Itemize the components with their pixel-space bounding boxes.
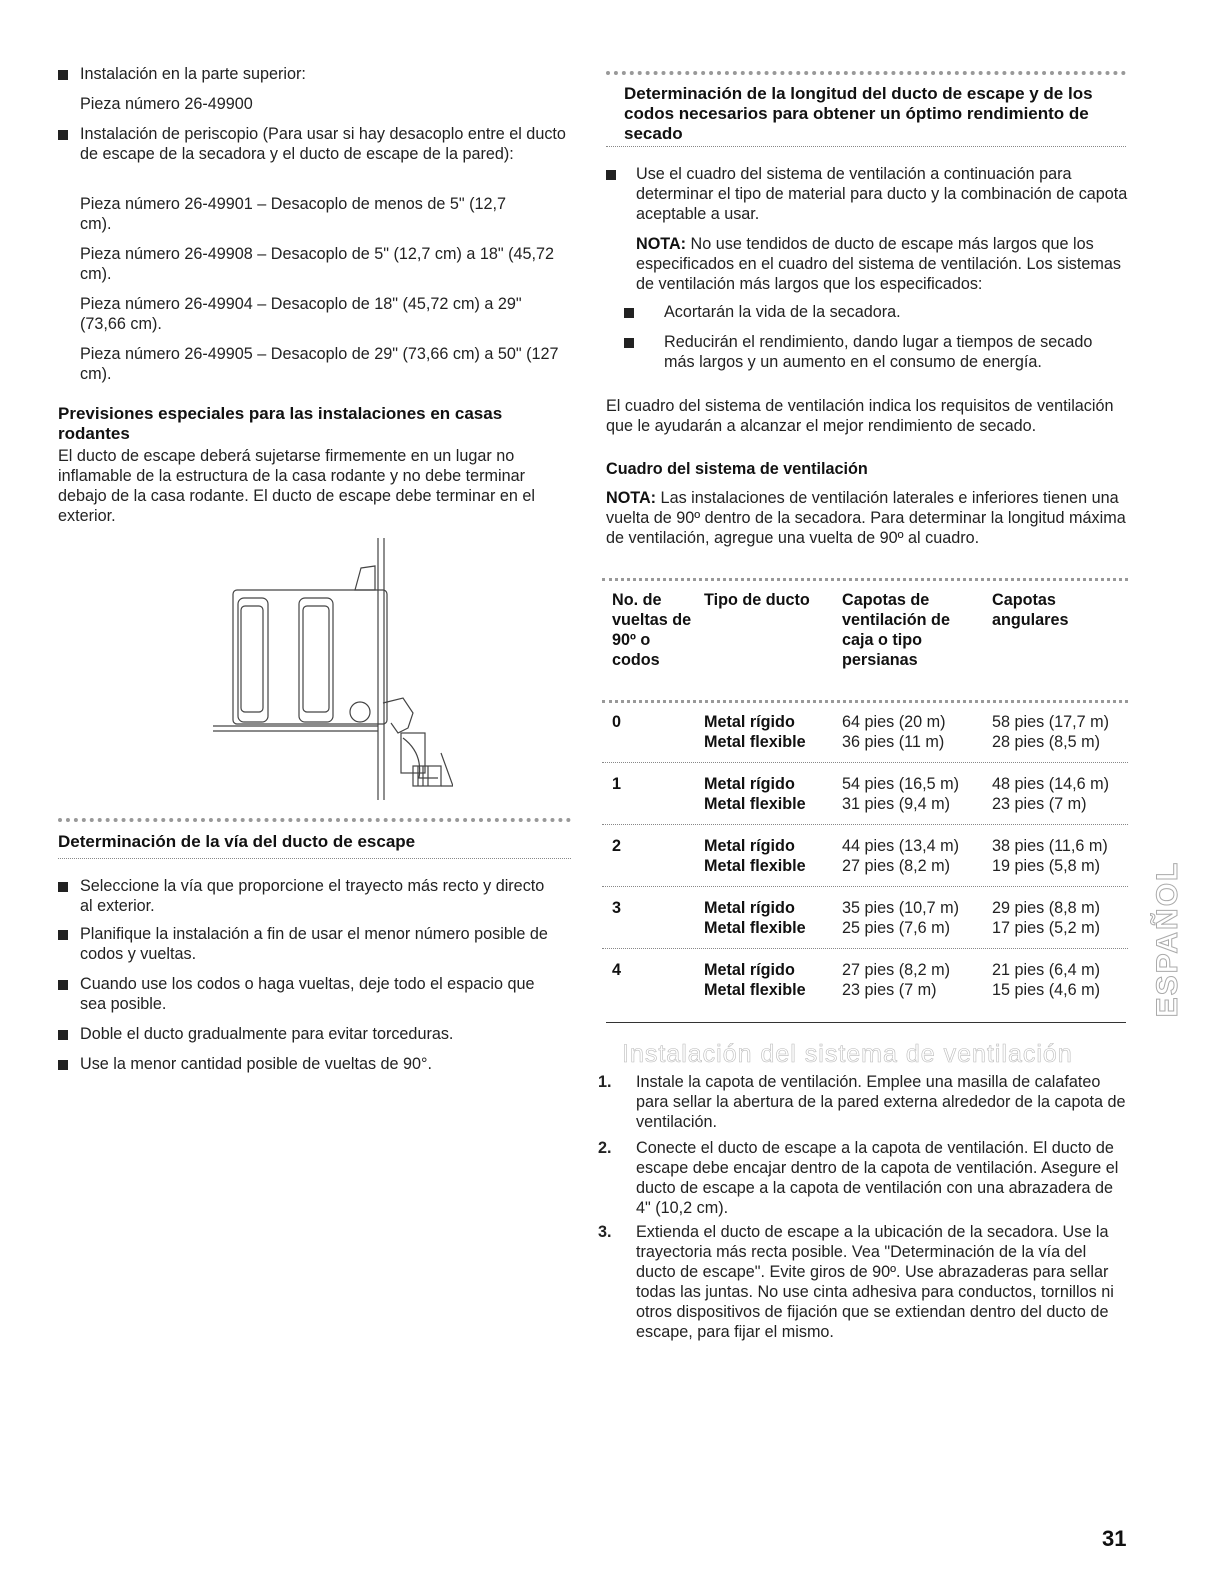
part-number: Pieza número 26-49905 – Desacoplo de 29" (73,66 cm) a 50" (127 cm). (80, 345, 559, 383)
dryer-periscope-diagram (213, 538, 453, 800)
step-text: Extienda el ducto de escape a la ubicación de la secadora. Use la trayectoria más recta posible. Vea "Determinación de la vía del ducto de escape". Evite giros de 90º. Use abrazaderas para sellar todas las juntas. No use cinta adhesiva para conductos, tornillos ni otros dispositivos de fijación que se extiendan dentro del ducto de escape, para fijar el mismo. (636, 1223, 1114, 1341)
table-cell-turns: 0 (612, 713, 622, 731)
mobile-home-text: El ducto de escape deberá sujetarse firmemente en un lugar no inflamable de la estructura de la casa rodante y no debe terminar debajo de la casa rodante. El ducto de escape debe terminar en el exterior. (58, 447, 535, 525)
section-title: Instalación del sistema de ventilación (622, 1040, 1073, 1068)
table-header-box: Capotas de ventilación de caja o tipo persianas (842, 591, 950, 669)
bullet-marker (58, 70, 68, 80)
table-cell-type: Metal rígido (704, 713, 795, 731)
note-text: No use tendidos de ducto de escape más largos que los especificados en el cuadro del sistema de ventilación. Los sistemas de ventilación más largos que los especificados: (636, 235, 1121, 293)
note-label: NOTA: (636, 235, 687, 253)
route-heading: Determinación de la vía del ducto de escape (58, 832, 416, 851)
part-number: Pieza número 26-49904 – Desacoplo de 18" (45,72 cm) a 29" (73,66 cm). (80, 295, 522, 333)
divider (58, 818, 571, 822)
table-cell-box: 36 pies (11 m) (842, 733, 945, 751)
table-cell-box: 35 pies (10,7 m) (842, 899, 959, 917)
bullet-marker (58, 130, 68, 140)
part-number: Pieza número 26-49901 – Desacoplo de menos de 5" (12,7 cm). (80, 195, 506, 233)
table-cell-box: 27 pies (8,2 m) (842, 857, 950, 875)
bullet-text: Acortarán la vida de la secadora. (664, 303, 901, 321)
table-cell-angled: 19 pies (5,8 m) (992, 857, 1100, 875)
table-top-border (602, 578, 1128, 581)
table-header-angled: Capotas angulares (992, 591, 1069, 629)
table-cell-angled: 23 pies (7 m) (992, 795, 1087, 813)
table-row-divider (602, 762, 1128, 763)
bullet-marker (606, 170, 616, 180)
table-cell-box: 31 pies (9,4 m) (842, 795, 950, 813)
bullet-text: Seleccione la vía que proporcione el trayecto más recto y directo al exterior. (80, 877, 545, 915)
note2-label: NOTA: (606, 489, 657, 507)
table-header-border (602, 700, 1128, 703)
divider (606, 146, 1126, 147)
bullet-marker (58, 930, 68, 940)
table-cell-box: 54 pies (16,5 m) (842, 775, 959, 793)
chart-heading: Cuadro del sistema de ventilación (606, 460, 868, 478)
table-row-divider (602, 824, 1128, 825)
bullet-marker (624, 308, 634, 318)
step-text: Instale la capota de ventilación. Emplee una masilla de calafateo para sellar la abertura de la pared externa alrededor de la capota de ventilación. (636, 1073, 1126, 1131)
table-cell-box: 25 pies (7,6 m) (842, 919, 950, 937)
table-cell-turns: 1 (612, 775, 622, 793)
bullet-marker (58, 1060, 68, 1070)
bullet-text: Reducirán el rendimiento, dando lugar a tiempos de secado más largos y un aumento en el consumo de energía. (664, 333, 1093, 371)
chart-intro: El cuadro del sistema de ventilación indica los requisitos de ventilación que le ayudarán a alcanzar el mejor rendimiento de secado. (606, 397, 1114, 435)
section-rule (606, 1022, 1126, 1023)
note-paragraph (636, 234, 1126, 294)
table-header-turns: No. de vueltas de 90º o codos (612, 591, 692, 669)
table-cell-type: Metal flexible (704, 981, 806, 999)
table-cell-type: Metal flexible (704, 733, 806, 751)
table-cell-type: Metal flexible (704, 919, 806, 937)
table-cell-box: 44 pies (13,4 m) (842, 837, 959, 855)
table-cell-angled: 29 pies (8,8 m) (992, 899, 1100, 917)
table-cell-box: 27 pies (8,2 m) (842, 961, 950, 979)
divider (606, 71, 1126, 75)
language-side-tab (1150, 818, 1184, 1058)
length-heading: Determinación de la longitud del ducto de escape y de los codos necesarios para obtener un óptimo rendimiento de secado (624, 84, 1093, 143)
bullet-text: Planifique la instalación a fin de usar el menor número posible de codos y vueltas. (80, 925, 548, 963)
mobile-home-heading: Previsiones especiales para las instalaciones en casas rodantes (58, 404, 503, 443)
page-number: 31 (1102, 1526, 1127, 1551)
bullet-marker (58, 980, 68, 990)
table-cell-type: Metal flexible (704, 857, 806, 875)
table-header-type: Tipo de ducto (704, 591, 810, 609)
table-cell-angled: 48 pies (14,6 m) (992, 775, 1109, 793)
table-cell-angled: 38 pies (11,6 m) (992, 837, 1108, 855)
bullet-text: Use la menor cantidad posible de vueltas de 90°. (80, 1055, 433, 1073)
step-number: 1. (598, 1073, 612, 1091)
side-tab-label: ESPAÑOL (1151, 860, 1184, 1018)
note2-paragraph (606, 488, 1126, 548)
bullet-text: Doble el ducto gradualmente para evitar torceduras. (80, 1025, 454, 1043)
table-cell-angled: 17 pies (5,2 m) (992, 919, 1100, 937)
table-row-divider (602, 948, 1128, 949)
bullet-text: Use el cuadro del sistema de ventilación a continuación para determinar el tipo de material para ducto y la combinación de capota aceptable a usar. (636, 165, 1128, 223)
table-cell-angled: 58 pies (17,7 m) (992, 713, 1109, 731)
table-cell-box: 64 pies (20 m) (842, 713, 946, 731)
table-cell-type: Metal rígido (704, 837, 795, 855)
bullet-text: Instalación en la parte superior: (80, 65, 306, 83)
table-cell-angled: 28 pies (8,5 m) (992, 733, 1100, 751)
part-number: Pieza número 26-49908 – Desacoplo de 5" (12,7 cm) a 18" (45,72 cm). (80, 245, 555, 283)
table-cell-angled: 15 pies (4,6 m) (992, 981, 1100, 999)
table-cell-turns: 3 (612, 899, 622, 917)
bullet-marker (624, 338, 634, 348)
table-cell-type: Metal rígido (704, 775, 795, 793)
table-cell-type: Metal rígido (704, 961, 795, 979)
table-cell-turns: 4 (612, 961, 622, 979)
table-row-divider (602, 886, 1128, 887)
table-cell-type: Metal rígido (704, 899, 795, 917)
bullet-marker (58, 882, 68, 892)
part-number: Pieza número 26-49900 (80, 95, 253, 113)
table-cell-type: Metal flexible (704, 795, 806, 813)
bullet-text: Cuando use los codos o haga vueltas, deje todo el espacio que sea posible. (80, 975, 535, 1013)
bullet-marker (58, 1030, 68, 1040)
step-number: 2. (598, 1139, 612, 1157)
divider (58, 858, 571, 859)
note2-text: Las instalaciones de ventilación laterales e inferiores tienen una vuelta de 90º dentro de la secadora. Para determinar la longitud máxima de ventilación, agregue una vuelta de 90º al cuadro. (606, 489, 1126, 547)
table-cell-turns: 2 (612, 837, 622, 855)
table-cell-box: 23 pies (7 m) (842, 981, 937, 999)
step-text: Conecte el ducto de escape a la capota de ventilación. El ducto de escape debe encajar dentro de la capota de ventilación. Asegure el ducto de escape a la capota de ventilación con una abrazadera de 4" (10,2 cm). (636, 1139, 1119, 1217)
table-cell-angled: 21 pies (6,4 m) (992, 961, 1100, 979)
bullet-text: Instalación de periscopio (Para usar si hay desacoplo entre el ducto de escape de la secadora y el ducto de escape de la pared): (80, 125, 566, 163)
step-number: 3. (598, 1223, 612, 1241)
